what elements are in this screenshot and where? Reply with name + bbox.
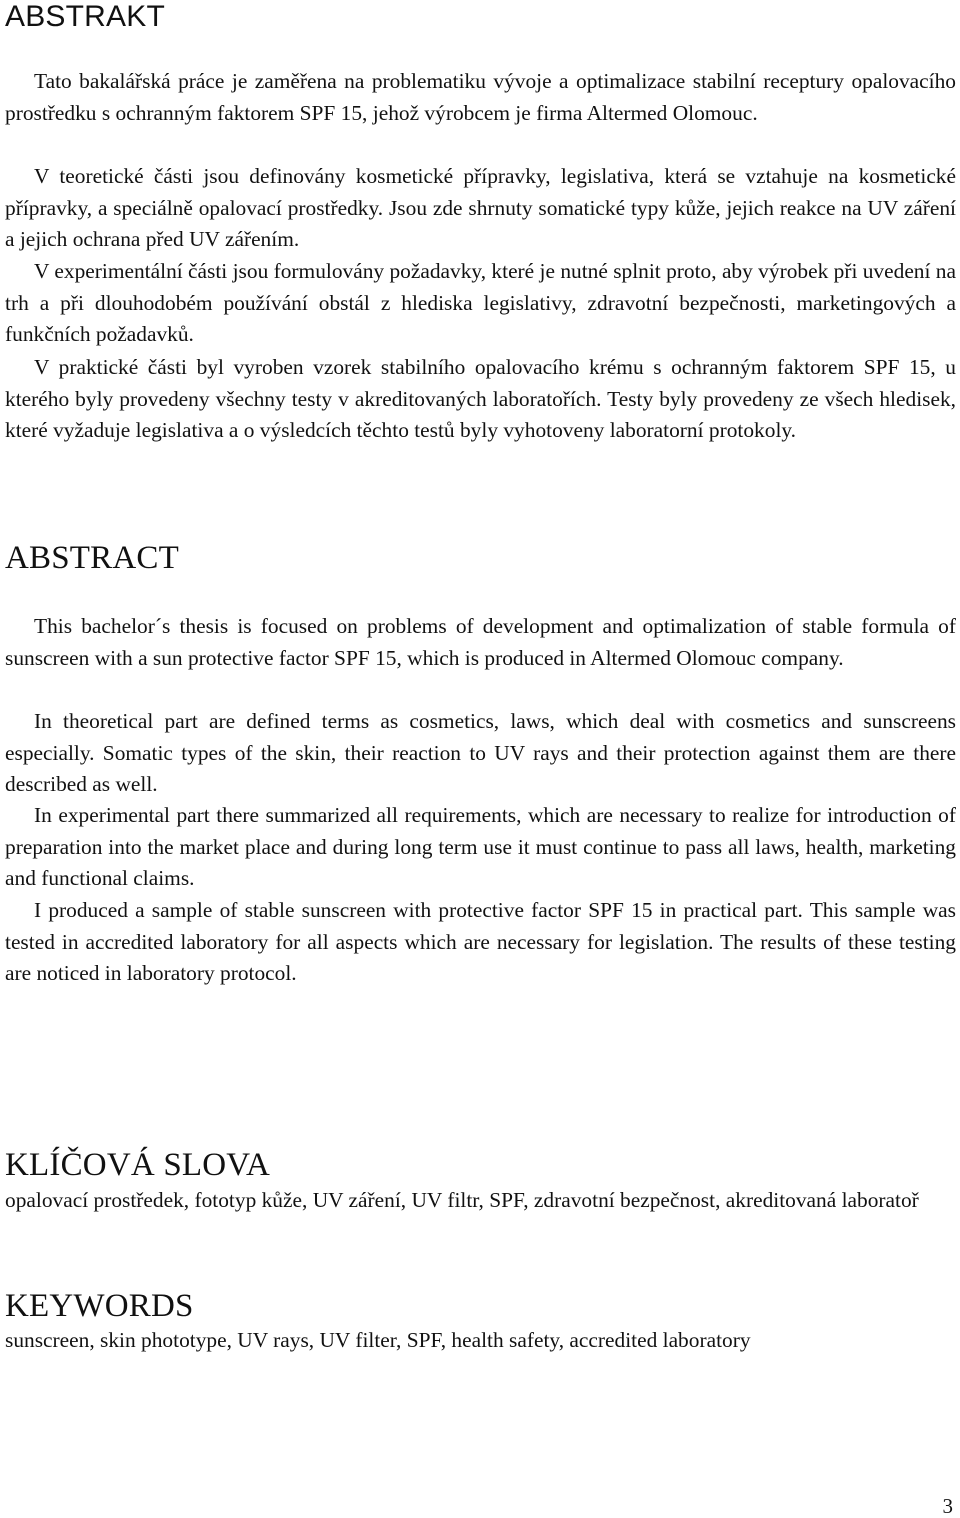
abstract-paragraph: In experimental part there summarized all requirements, which are necessary to realize for introduction of preparation into the market place and during long term use it must continue to pass all laws, health, marketing and functional claims. [5, 803, 956, 890]
keywords-text: sunscreen, skin phototype, UV rays, UV filter, SPF, health safety, accredited laboratory [5, 1328, 751, 1352]
klicova-slova-text: opalovací prostředek, fototyp kůže, UV záření, UV filtr, SPF, zdravotní bezpečnost, akreditovaná laboratoř [5, 1188, 919, 1212]
abstract-paragraph: In theoretical part are defined terms as cosmetics, laws, which deal with cosmetics and sunscreens especially. Somatic types of the skin, their reaction to UV rays and their protection against them are there described as well. [5, 709, 956, 796]
abstract-paragraph: I produced a sample of stable sunscreen with protective factor SPF 15 in practical part. This sample was tested in accredited laboratory for all aspects which are necessary for legislation. The results of these testing are noticed in laboratory protocol. [5, 898, 956, 985]
page-number: 3 [942, 1494, 953, 1518]
abstract-heading: ABSTRACT [5, 540, 179, 576]
abstrakt-heading: ABSTRAKT [5, 0, 165, 33]
klicova-slova-heading: KLÍČOVÁ SLOVA [5, 1147, 271, 1183]
abstrakt-paragraph: V teoretické části jsou definovány kosmetické přípravky, legislativa, která se vztahuje na kosmetické přípravky, a speciálně opalovací prostředky. Jsou zde shrnuty somatické typy kůže, jejich reakce na UV záření a jejich ochrana před UV zářením. [5, 164, 956, 251]
abstrakt-paragraph: Tato bakalářská práce je zaměřena na problematiku vývoje a optimalizace stabilní receptury opalovacího prostředku s ochranným faktorem SPF 15, jehož výrobcem je firma Altermed Olomouc. [5, 69, 956, 125]
keywords-heading: KEYWORDS [5, 1288, 194, 1324]
abstrakt-paragraph: V experimentální části jsou formulovány požadavky, které je nutné splnit proto, aby výrobek při uvedení na trh a při dlouhodobém používání obstál z hlediska legislativy, zdravotní bezpečnosti, marketingových a funkčních požadavků. [5, 259, 956, 346]
abstrakt-paragraph: V praktické části byl vyroben vzorek stabilního opalovacího krému s ochranným faktorem SPF 15, u kterého byly provedeny všechny testy v akreditovaných laboratořích. Testy byly provedeny ze všech hledisek, které vyžaduje legislativa a o výsledcích těchto testů byly vyhotoveny laboratorní protokoly. [5, 355, 956, 442]
abstract-paragraph: This bachelor´s thesis is focused on problems of development and optimalization of stable formula of sunscreen with a sun protective factor SPF 15, which is produced in Altermed Olomouc company. [5, 614, 956, 670]
